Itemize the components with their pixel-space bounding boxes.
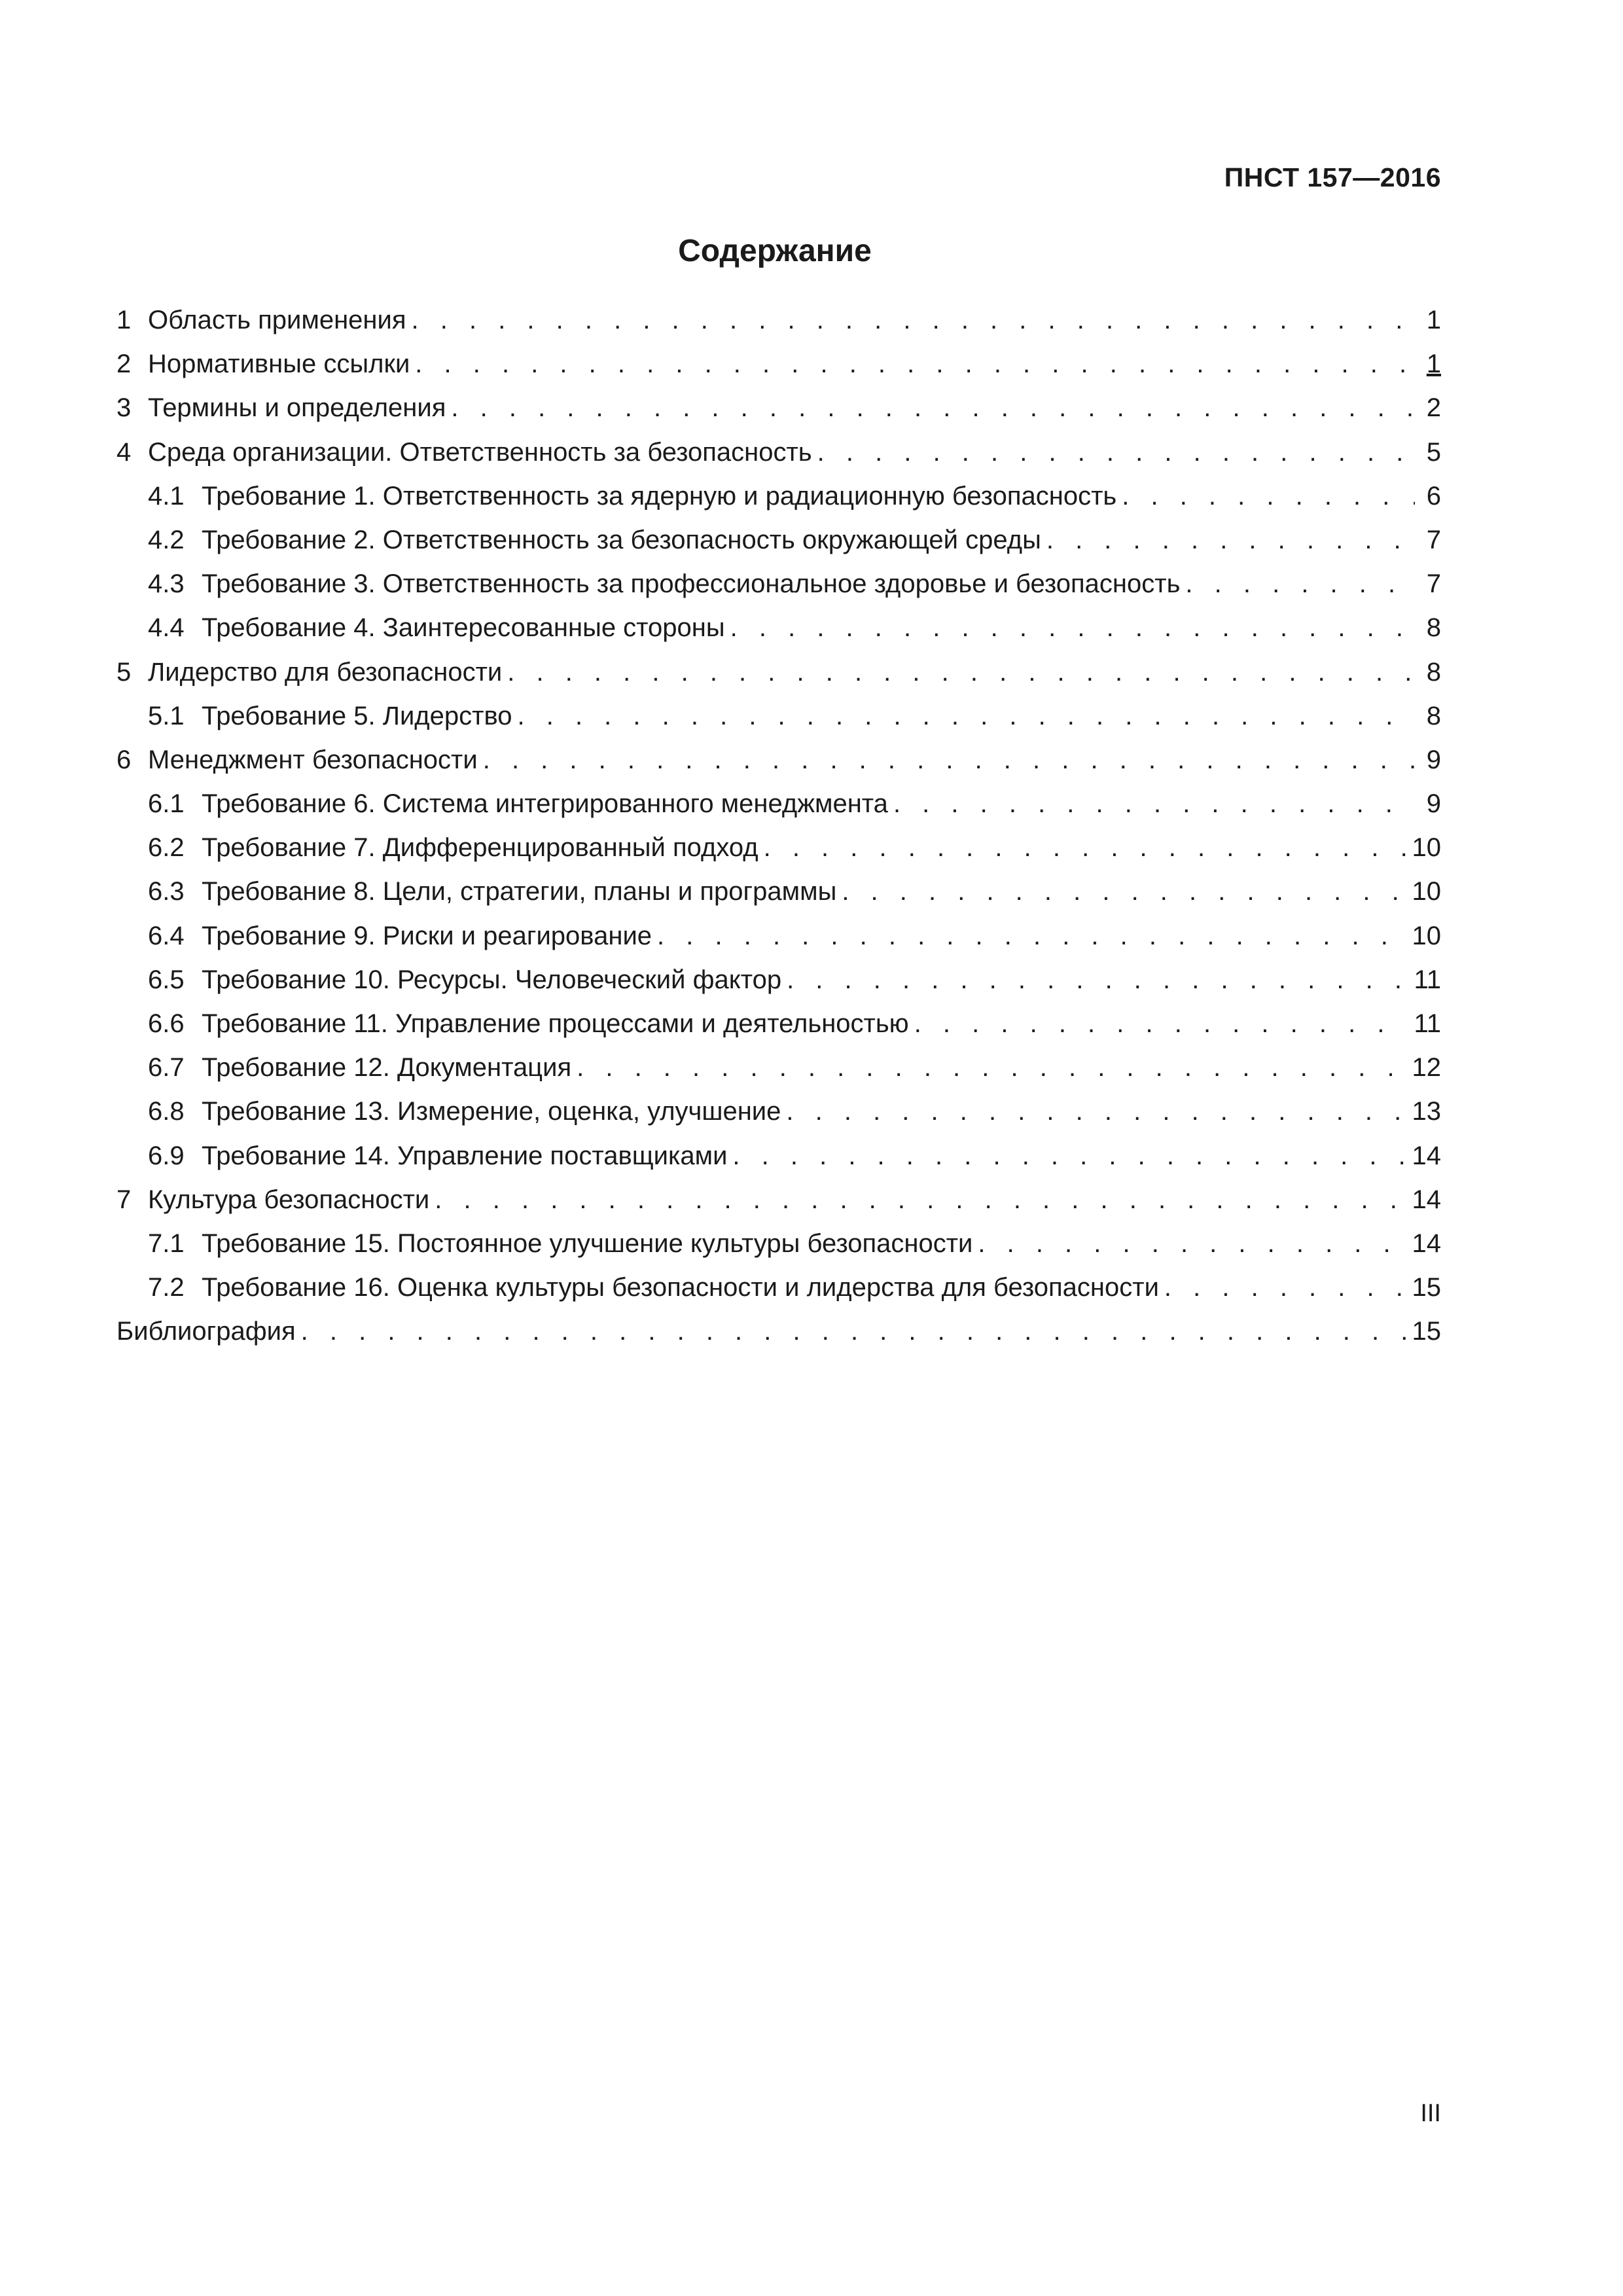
toc-entry[interactable] [116,1310,1441,1354]
dot-leader [1185,562,1415,606]
dot-leader [1164,1266,1406,1310]
toc-entry[interactable] [116,1266,1441,1310]
toc-entry-title: Среда организации. Ответственность за безопасность [148,437,812,467]
dot-leader [412,298,1415,342]
toc-entry-page: 5 [1426,437,1441,467]
toc-entry-number: 4.1 [148,481,185,511]
toc-entry-page: 7 [1426,525,1441,554]
toc-entry[interactable] [116,518,1441,562]
dot-leader [518,694,1416,738]
toc-entry[interactable] [116,1222,1441,1266]
toc-entry-page: 10 [1412,877,1441,906]
dot-leader [730,606,1415,650]
toc-entry[interactable] [116,1134,1441,1178]
toc-entry-title: Культура безопасности [148,1185,430,1214]
toc-entry-page: 15 [1412,1317,1441,1346]
toc-entry[interactable] [116,738,1441,782]
toc-entry-title: Лидерство для безопасности [148,657,503,687]
toc-entry[interactable] [116,1002,1441,1046]
toc-entry-number: 3 [116,393,132,423]
toc-entry-number: 6.5 [148,965,185,994]
dot-leader [301,1310,1406,1354]
toc-entry-title: Библиография [116,1317,296,1346]
toc-entry-number: 1 [116,306,132,334]
page-number: III [1420,2100,1441,2127]
dot-leader [507,651,1415,694]
toc-entry-title: Требование 7. Дифференцированный подход [202,833,758,863]
toc-entry-number: 6.1 [148,789,185,819]
dot-leader [842,870,1405,914]
dot-leader [764,826,1406,870]
toc-entry-page: 7 [1426,569,1441,599]
toc-entry-number: 6.2 [148,833,185,863]
toc-entry-number: 6.4 [148,921,185,950]
toc-entry[interactable] [116,914,1441,958]
toc-entry-title: Область применения [148,306,406,334]
toc-entry-page: 8 [1426,613,1441,643]
toc-entry-page: 9 [1426,789,1441,819]
toc-entry[interactable] [116,431,1441,475]
toc-entry-title: Требование 5. Лидерство [202,701,512,730]
toc-entry-number: 7.1 [148,1229,185,1258]
toc-entry-page[interactable]: 1 [1426,350,1441,379]
toc-entry-number: 5.1 [148,701,185,730]
table-of-contents [116,298,1441,1354]
dot-leader [817,431,1415,475]
toc-entry[interactable] [116,562,1441,606]
dot-leader [483,738,1415,782]
toc-entry-number: 6.7 [148,1053,185,1083]
toc-entry[interactable] [116,958,1441,1002]
toc-entry[interactable] [116,1090,1441,1134]
toc-entry-page: 10 [1412,921,1441,950]
toc-entry-title: Требование 14. Управление поставщиками [202,1141,728,1170]
toc-entry-title: Термины и определения [148,393,446,423]
dot-leader [451,386,1415,430]
toc-entry-number: 7 [116,1185,132,1214]
toc-entry-number: 5 [116,657,132,687]
dot-leader [1046,518,1415,562]
toc-entry[interactable] [116,782,1441,826]
dot-leader [786,1090,1405,1134]
toc-entry[interactable] [116,386,1441,430]
toc-entry-page: 10 [1412,833,1441,863]
toc-entry-title: Требование 6. Система интегрированного менеджмента [202,789,888,819]
toc-entry-number: 6.3 [148,877,185,906]
toc-entry-page: 6 [1426,481,1441,511]
toc-entry-title: Требование 8. Цели, стратегии, планы и программы [202,877,837,906]
dot-leader [978,1222,1405,1266]
toc-entry-title: Требование 3. Ответственность за профессиональное здоровье и безопасность [202,569,1181,599]
toc-entry[interactable] [116,1178,1441,1222]
toc-entry-number: 6 [116,745,132,774]
toc-entry[interactable] [116,606,1441,650]
toc-entry[interactable] [116,870,1441,914]
toc-entry-number: 4 [116,437,132,467]
toc-entry-number: 2 [116,350,132,379]
toc-entry-title: Требование 1. Ответственность за ядерную и радиационную безопасность [202,481,1117,511]
toc-entry-page: 1 [1426,306,1441,334]
toc-entry[interactable] [116,694,1441,738]
toc-entry-title: Нормативные ссылки [148,350,410,379]
toc-entry-page: 15 [1412,1273,1441,1302]
toc-entry-title: Требование 4. Заинтересованные стороны [202,613,725,643]
toc-entry-page: 13 [1412,1097,1441,1126]
toc-entry-page: 14 [1412,1185,1441,1214]
toc-entry-number: 7.2 [148,1273,185,1302]
toc-entry-page: 8 [1426,701,1441,730]
toc-entry[interactable] [116,826,1441,870]
toc-entry-number: 4.2 [148,525,185,554]
dot-leader [657,914,1405,958]
toc-entry-number: 6.8 [148,1097,185,1126]
toc-title: Содержание [678,234,872,268]
toc-entry[interactable] [116,342,1441,386]
toc-entry[interactable] [116,1046,1441,1090]
toc-entry-title: Требование 15. Постоянное улучшение культуры безопасности [202,1229,973,1258]
toc-entry-title: Требование 16. Оценка культуры безопасности и лидерства для безопасности [202,1273,1159,1302]
toc-entry-number: 6.6 [148,1009,185,1038]
dot-leader [914,1002,1408,1046]
dot-leader [893,782,1415,826]
toc-entry-page: 14 [1412,1229,1441,1258]
toc-entry-number: 4.3 [148,569,185,599]
toc-entry-page: 11 [1414,1009,1441,1038]
toc-entry-title: Менеджмент безопасности [148,745,478,774]
toc-entry-number: 4.4 [148,613,185,643]
document-code: ПНСТ 157—2016 [1224,162,1441,192]
toc-entry-title: Требование 11. Управление процессами и деятельностью [202,1009,909,1038]
toc-entry[interactable] [116,475,1441,518]
toc-entry-page: 2 [1426,393,1441,423]
toc-entry-number: 6.9 [148,1141,185,1170]
dot-leader [435,1178,1405,1222]
toc-entry-title: Требование 2. Ответственность за безопасность окружающей среды [202,525,1041,554]
toc-entry-title: Требование 13. Измерение, оценка, улучшение [202,1097,781,1126]
toc-entry-page: 12 [1412,1053,1441,1083]
toc-entry[interactable] [116,298,1441,342]
toc-entry[interactable] [116,651,1441,694]
toc-entry-page: 8 [1426,657,1441,687]
dot-leader [1122,475,1415,518]
dot-leader [415,342,1415,386]
dot-leader [787,958,1407,1002]
dot-leader [732,1134,1405,1178]
toc-entry-title: Требование 10. Ресурсы. Человеческий фактор [202,965,782,994]
dot-leader [577,1046,1405,1090]
toc-entry-page: 11 [1414,965,1441,994]
toc-entry-title: Требование 12. Документация [202,1053,572,1083]
toc-entry-page: 9 [1426,745,1441,774]
toc-entry-title: Требование 9. Риски и реагирование [202,921,652,950]
toc-entry-page: 14 [1412,1141,1441,1170]
